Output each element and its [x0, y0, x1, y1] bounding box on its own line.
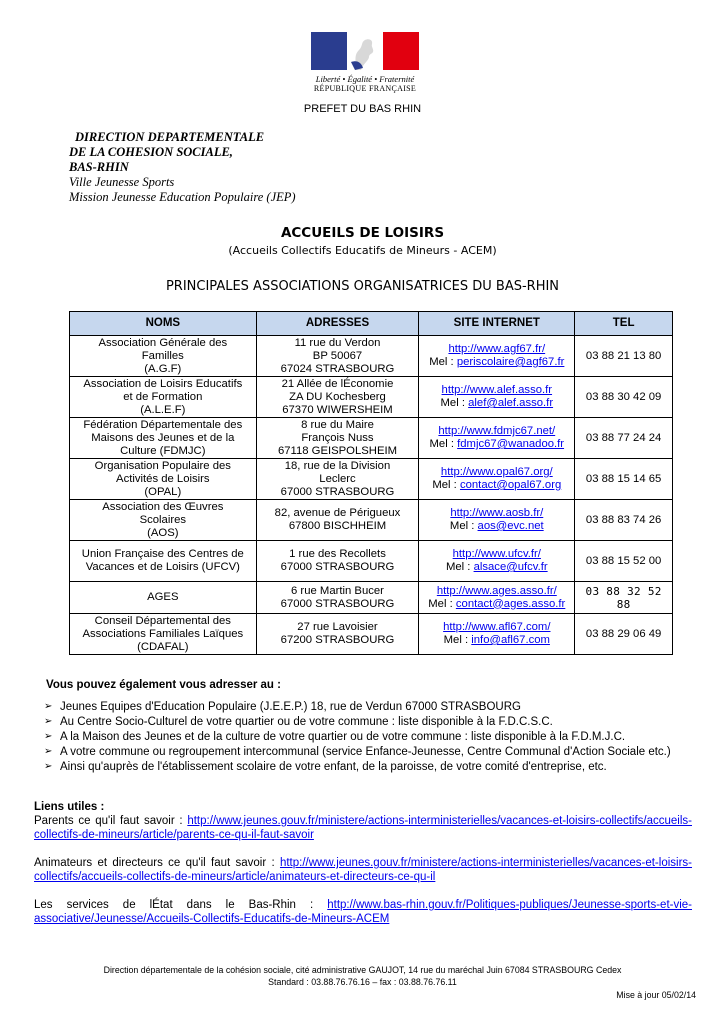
- table-header-row: [70, 312, 673, 336]
- cell-tel: 03 88 30 42 09: [575, 377, 673, 418]
- footer-phone: Standard : 03.88.76.76.16 – fax : 03.88.76.76.11: [268, 977, 457, 987]
- also-heading: Vous pouvez également vous adresser au :: [46, 679, 281, 691]
- list-item: ➢ Au Centre Socio-Culturel de votre quartier ou de votre commune : liste disponible à la F.D.C.S.C.: [44, 716, 553, 728]
- table-row: [70, 336, 673, 377]
- cell-site: http://www.afl67.com/ Mel : info@afl67.com: [419, 614, 575, 655]
- cell-address: 82, avenue de Périgueux 67800 BISCHHEIM: [256, 500, 419, 541]
- services-etat-link[interactable]: http://www.bas-rhin.gouv.fr/Politiques-publiques/Jeunesse-sports-et-vie-associative/Jeunesse/Accueils-Collectifs-Educatifs-de-Mineurs-ACEM: [34, 899, 692, 925]
- cell-address: 6 rue Martin Bucer 67000 STRASBOURG: [256, 582, 419, 614]
- link-paragraph: Animateurs et directeurs ce qu'il faut savoir : http://www.jeunes.gouv.fr/ministere/actions-interministerielles/vacances-et-loisirs-collectifs/accueils-collectifs-de-mineurs/article/animateurs-et-directeurs-ce-qu-il: [34, 857, 692, 883]
- marianne-flag-icon: [311, 32, 419, 70]
- direction-line-3: BAS-RHIN: [69, 160, 129, 174]
- table-row: [70, 459, 673, 500]
- cell-site: http://www.agf67.fr/ Mel : periscolaire@agf67.fr: [419, 336, 575, 377]
- email-link[interactable]: aos@evc.net: [477, 520, 544, 532]
- arrow-bullet-icon: ➢: [44, 716, 53, 727]
- table-row: [70, 418, 673, 459]
- direction-line-4: Ville Jeunesse Sports: [69, 175, 175, 189]
- column-header-site: SITE INTERNET: [419, 312, 575, 336]
- email-link[interactable]: contact@opal67.org: [459, 479, 562, 491]
- also-list: [44, 700, 694, 775]
- website-link[interactable]: http://www.alef.asso.fr: [441, 384, 553, 396]
- cell-address: 8 rue du Maire François Nuss 67118 GEISPOLSHEIM: [256, 418, 419, 459]
- website-link[interactable]: http://www.aosb.fr/: [450, 507, 544, 519]
- column-header-noms: NOMS: [70, 312, 257, 336]
- direction-line-1: DIRECTION DEPARTEMENTALE: [75, 130, 265, 144]
- cell-tel: 03 88 32 52 88: [575, 582, 673, 614]
- email-link[interactable]: fdmjc67@wanadoo.fr: [457, 438, 565, 450]
- list-item: ➢ A la Maison des Jeunes et de la culture de votre quartier ou de votre commune : liste disponible à la F.D.M.J.C.: [44, 731, 626, 743]
- cell-name: AGES: [70, 582, 257, 614]
- cell-address: 21 Allée de lÉconomie ZA DU Kochesberg 67370 WIWERSHEIM: [256, 377, 419, 418]
- cell-site: http://www.ages.asso.fr/ Mel : contact@ages.asso.fr: [419, 582, 575, 614]
- cell-site: http://www.ufcv.fr/ Mel : alsace@ufcv.fr: [419, 541, 575, 582]
- links-heading: Liens utiles :: [34, 801, 105, 813]
- associations-table: [69, 311, 673, 655]
- cell-name: Fédération Départementale des Maisons des Jeunes et de la Culture (FDMJC): [70, 418, 257, 459]
- cell-tel: 03 88 77 24 24: [575, 418, 673, 459]
- direction-line-5: Mission Jeunesse Education Populaire (JEP): [69, 190, 296, 204]
- republic-label: RÉPUBLIQUE FRANÇAISE: [313, 84, 417, 93]
- column-header-tel: TEL: [575, 312, 673, 336]
- footer: [0, 964, 725, 988]
- email-link[interactable]: info@afl67.com: [471, 634, 550, 646]
- email-link[interactable]: periscolaire@agf67.fr: [456, 356, 565, 368]
- prefet-title: PREFET DU BAS RHIN: [303, 103, 422, 115]
- cell-name: Association des Œuvres Scolaires (AOS): [70, 500, 257, 541]
- parents-link[interactable]: http://www.jeunes.gouv.fr/ministere/actions-interministerielles/vacances-et-loisirs-collectifs/accueils-collectifs-de-mineurs/article/parents-ce-qu-il-faut-savoir: [34, 815, 692, 841]
- website-link[interactable]: http://www.afl67.com/: [443, 621, 551, 633]
- cell-name: Union Française des Centres de Vacances et de Loisirs (UFCV): [70, 541, 257, 582]
- arrow-bullet-icon: ➢: [44, 701, 53, 712]
- direction-block: [69, 130, 296, 205]
- republique-francaise-logo: [311, 32, 419, 93]
- update-date: Mise à jour 05/02/14: [616, 990, 696, 1000]
- page-subtitle: (Accueils Collectifs Educatifs de Mineurs - ACEM): [228, 244, 497, 257]
- arrow-bullet-icon: ➢: [44, 761, 53, 772]
- animateurs-link[interactable]: http://www.jeunes.gouv.fr/ministere/actions-interministerielles/vacances-et-loisirs-collectifs/accueils-collectifs-de-mineurs/article/animateurs-et-directeurs-ce-qu-il: [34, 857, 692, 883]
- cell-name: Conseil Départemental des Associations Familiales Laïques (CDAFAL): [70, 614, 257, 655]
- column-header-adresses: ADRESSES: [256, 312, 419, 336]
- table-row: [70, 377, 673, 418]
- cell-address: 27 rue Lavoisier 67200 STRASBOURG: [256, 614, 419, 655]
- email-link[interactable]: alef@alef.asso.fr: [468, 397, 554, 409]
- arrow-bullet-icon: ➢: [44, 731, 53, 742]
- cell-site: http://www.alef.asso.fr Mel : alef@alef.asso.fr: [419, 377, 575, 418]
- list-item: ➢ Ainsi qu'auprès de l'établissement scolaire de votre enfant, de la paroisse, de votre comité d'entreprise, etc.: [44, 761, 607, 773]
- arrow-bullet-icon: ➢: [44, 746, 53, 757]
- direction-line-2: DE LA COHESION SOCIALE,: [69, 145, 233, 159]
- cell-address: 11 rue du Verdon BP 50067 67024 STRASBOURG: [256, 336, 419, 377]
- cell-tel: 03 88 83 74 26: [575, 500, 673, 541]
- list-item: ➢ A votre commune ou regroupement intercommunal (service Enfance-Jeunesse, Centre Communal d'Action Sociale etc.): [44, 746, 671, 758]
- list-item: ➢ Jeunes Equipes d'Education Populaire (J.E.E.P.) 18, rue de Verdun 67000 STRASBOURG: [44, 701, 521, 713]
- cell-address: 18, rue de la Division Leclerc 67000 STRASBOURG: [256, 459, 419, 500]
- cell-site: http://www.fdmjc67.net/ Mel : fdmjc67@wanadoo.fr: [419, 418, 575, 459]
- table-row: [70, 582, 673, 614]
- link-paragraph: Parents ce qu'il faut savoir : http://www.jeunes.gouv.fr/ministere/actions-interministerielles/vacances-et-loisirs-collectifs/accueils-collectifs-de-mineurs/article/parents-ce-qu-il-faut-savoir: [34, 815, 692, 841]
- cell-address: 1 rue des Recollets 67000 STRASBOURG: [256, 541, 419, 582]
- page-title: ACCUEILS DE LOISIRS: [280, 225, 445, 241]
- footer-address: Direction départementale de la cohésion sociale, cité administrative GAUJOT, 14 rue du maréchal Juin 67084 STRASBOURG Cedex: [103, 965, 622, 975]
- useful-links: [34, 800, 692, 926]
- cell-name: Association de Loisirs Educatifs et de Formation (A.L.E.F): [70, 377, 257, 418]
- website-link[interactable]: http://www.ages.asso.fr/: [436, 584, 557, 597]
- link-paragraph: Les services de lÉtat dans le Bas-Rhin : http://www.bas-rhin.gouv.fr/Politiques-publiques/Jeunesse-sports-et-vie-associative/Jeunesse/Accueils-Collectifs-Educatifs-de-Mineurs-ACEM: [34, 899, 692, 925]
- website-link[interactable]: http://www.ufcv.fr/: [452, 548, 541, 560]
- cell-name: Association Générale des Familles (A.G.F): [70, 336, 257, 377]
- cell-site: http://www.aosb.fr/ Mel : aos@evc.net: [419, 500, 575, 541]
- table-row: [70, 541, 673, 582]
- table-row: [70, 500, 673, 541]
- cell-site: http://www.opal67.org/ Mel : contact@opal67.org: [419, 459, 575, 500]
- table-row: [70, 614, 673, 655]
- cell-tel: 03 88 29 06 49: [575, 614, 673, 655]
- website-link[interactable]: http://www.fdmjc67.net/: [438, 425, 556, 437]
- cell-name: Organisation Populaire des Activités de Loisirs (OPAL): [70, 459, 257, 500]
- section-title: PRINCIPALES ASSOCIATIONS ORGANISATRICES DU BAS-RHIN: [165, 279, 560, 294]
- cell-tel: 03 88 21 13 80: [575, 336, 673, 377]
- website-link[interactable]: http://www.agf67.fr/: [448, 343, 546, 355]
- email-link[interactable]: alsace@ufcv.fr: [473, 561, 548, 573]
- website-link[interactable]: http://www.opal67.org/: [440, 466, 553, 478]
- cell-tel: 03 88 15 52 00: [575, 541, 673, 582]
- email-link[interactable]: contact@ages.asso.fr: [455, 597, 566, 610]
- motto: Liberté • Égalité • Fraternité: [315, 74, 415, 84]
- cell-tel: 03 88 15 14 65: [575, 459, 673, 500]
